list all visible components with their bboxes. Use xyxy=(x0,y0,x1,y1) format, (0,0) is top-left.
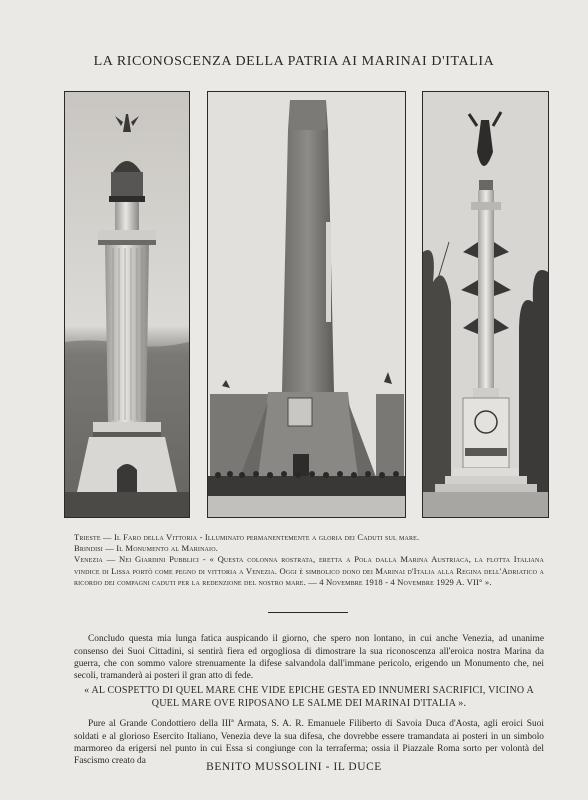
caption-brindisi: Brindisi — Il Monumento al Marinaio. xyxy=(74,543,218,554)
page-title: LA RICONOSCENZA DELLA PATRIA AI MARINAI D'ITALIA xyxy=(93,54,495,69)
caption-trieste: Trieste — Il Faro della Vittoria - Illuminato permanentemente a gloria dei Caduti sul mare. xyxy=(74,532,420,542)
divider-rule xyxy=(268,612,348,613)
body-paragraph-2: Pure al Grande Condottiero della IIIª Armata, S. A. R. Emanuele Filiberto di Savoia Duca d'Aosta, agli eroici Suoi soldati e al glorioso Esercito Italiano, Venezia deve la sua difesa, che dovrebbe essere tramandata ai posteri in un simbolo marmoreo da erigersi nel punto in cui Essa si congiunge con la terraferma; ossia il Piazzale Roma sorto per volontà del Fascismo creato da xyxy=(74,719,544,766)
closing-signature: BENITO MUSSOLINI - IL DUCE xyxy=(206,761,382,773)
photo-brindisi-monument xyxy=(207,91,406,518)
photo-captions xyxy=(74,532,544,588)
quoted-inscription: « AL COSPETTO DI QUEL MARE CHE VIDE EPICHE GESTA ED INNUMERI SACRIFICI, VICINO A QUEL MARE OVE RIPOSANO LE SALME DEI MARINAI D'ITALIA ». xyxy=(84,685,534,709)
photo-venezia-column xyxy=(422,91,549,518)
photo-trieste-lighthouse xyxy=(64,91,190,518)
caption-venezia: Venezia — Nei Giardini Pubblici - « Questa colonna rostrata, eretta a Pola dalla Marina Austriaca, la flotta Italiana vindice di Lissa portò come pegno di vittoria a Venezia. Oggi è simbolico dono dei Marinai d'Italia alla Regina dell'Adriatico a ricordo dei compagni caduti per la redenzione del nostro mare. — 4 Novembre 1918 - 4 Novembre 1929 A. VII° ». xyxy=(74,554,544,587)
body-paragraph-1: Concludo questa mia lunga fatica auspicando il giorno, che spero non lontano, in cui anche Venezia, ad unanime consenso dei Suoi Cittadini, si sentirà fiera ed orgogliosa di dimostrare la sua riconoscenza all'eroica nostra Marina da guerra, che con sommo valore strenuamente la difese salvandola dall'immane pericolo, erigendo un Monumento che, nei secoli, tramanderà ai posteri il gran atto di fede. xyxy=(74,634,544,681)
